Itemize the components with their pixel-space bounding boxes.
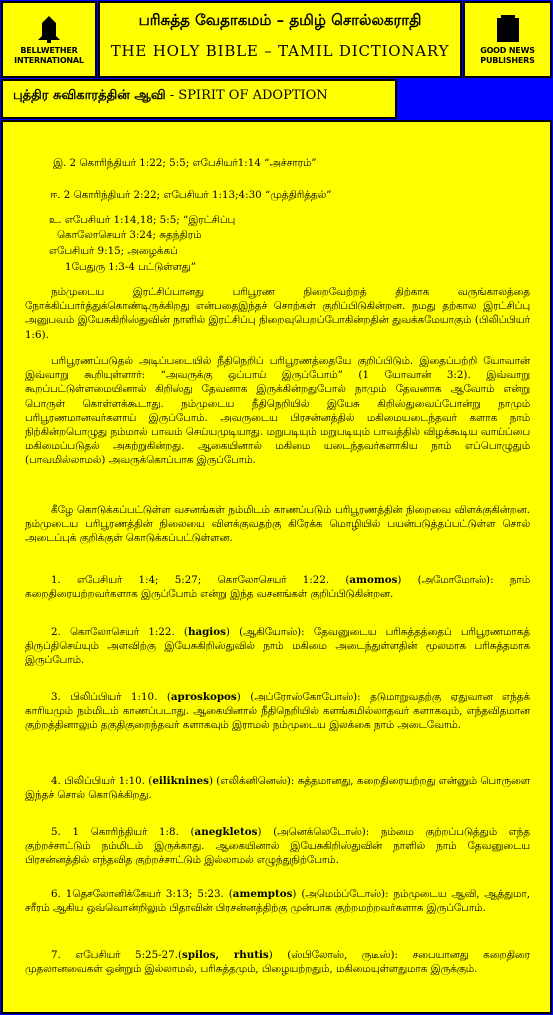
subject-tamil: புத்திர சுவிகாரத்தின் ஆவி (13, 88, 166, 103)
greek-word-1: amomos (349, 574, 398, 586)
subject-box (1, 79, 397, 119)
list-item-1: 1. எபேசியர் 1:4; 5:27; கொலோசெயர் 1:22. (amomos) (அமோமோஸ்): நாம் கறைதிரையற்றவர்களாக இருப்போம் என்று இந்த வசனங்கள் குறிப்பிடுகின்றன. (25, 574, 531, 601)
goodnews-logo-text-1: GOOD NEWS (480, 45, 535, 55)
greek-word-5: anegkletos (194, 826, 258, 838)
list-item-6: 6. 1தெசலோனிக்கேயர் 3:13; 5:23. (amemptos) (அமெம்ப்டோஸ்): நம்முடைய ஆவி, ஆத்துமா, சரீரம் ஆகிய ஒவ்வொன்றிலும் பிதாவின் பிரசன்னத்திற்கு முன்பாக குற்றமற்றவர்களாக இருப்போம். (25, 888, 530, 915)
list-item-4: 4. பிலிப்பியர் 1:10. (eiliknines) (எலிக்னினெஸ்): சுத்தமானது, கறைதிரையற்றது என்னும் பொருளை இந்தச் சொல் கொடுக்கிறது. (25, 775, 531, 802)
goodnews-logo-box (463, 1, 552, 78)
goodnews-logo-icon (495, 14, 521, 44)
ref-line-i: இ. 2 கொரிந்தியர் 1:22; 5:5; எபேசியர்1:14 “அச்சாரம்” (53, 157, 317, 169)
goodnews-logo-text-2: PUBLISHERS (480, 55, 535, 65)
subject-english: - SPIRIT OF ADOPTION (165, 88, 328, 103)
paragraph-3: கீழே கொடுக்கப்பட்டுள்ள வசனங்கள் நம்மிடம் காணப்படும் பரிபூரணத்தின் நிறைவை விளக்குகின்றன. நம்முடைய பரிபூரணத்தின் நிலையை விளக்குவதற்கு கிரேக்க மொழியில் பயன்படுத்தப்பட்டுள்ள சொல் அடைப்புக் குறிக்குள் கொடுக்கப்பட்டுள்ளன. (25, 504, 530, 545)
subject-heading (3, 81, 395, 104)
title-box (98, 1, 462, 78)
greek-word-4: eiliknines (152, 775, 209, 787)
greek-word-6: amemptos (232, 888, 293, 900)
list-item-3: 3. பிலிப்பியர் 1:10. (aproskopos) (அப்ரோஸ்கோபோஸ்): தடுமாறுவதற்கு ஏதுவான எந்தக் காரியமும் நம்மிடம் காணப்படாது. ஆகையினால் நீதிநெறியில் களங்கமில்லாதவர் களாகவும், எந்தவிதமான குற்றத்தினாலும் தகுதிகுறைந்தவர் களாகவும் இராமல் நம்முடைய இலக்கை நாம் அடைவோம். (25, 691, 530, 732)
ref-line-iii-c: எபேசியர் 9:15; அழைக்கப் (49, 245, 178, 257)
greek-word-2: hagios (187, 626, 226, 638)
content-box (1, 120, 552, 1014)
list-item-2: 2. கொலோசெயர் 1:22. (hagios) (ஆகியோஸ்): தேவனுடைய பரிசுத்தத்தைப் பரிபூரணமாகத் திருப்திசெய்யும் அளவிற்கு இயேசுகிறிஸ்துவில் நாம் மகிமை அடைந்துள்ளதின் மூலமாக பரிசுத்தமாக இருப்போம். (25, 626, 530, 667)
ref-line-iii-a: உ. எபேசியர் 1:14,18; 5:5; “இரட்சிப்பு (49, 214, 236, 226)
paragraph-1: நம்முடைய இரட்சிப்பானது பரிபூரண நிறைவேற்றத் திற்காக வருங்காலத்தை நோக்கிப்பார்த்துக்கொண்டிருக்கிறது என்பதைஇந்தச் சொற்கள் குறிப்பிடுகின்றன. நமது தற்கால இரட்சிப்பு அனுபவம் இயேசுகிறிஸ்துவின் நாளில் இரட்சிப்பு நிறைவுபெறப்போகின்றதின் துவக்கமேயாகும் (பிலிப்பியர் 1:6). (25, 286, 530, 341)
list-item-5: 5. 1 கொரிந்தியர் 1:8. (anegkletos) (அனெக்லெடோஸ்): நம்மை குற்றப்படுத்தும் எந்த குற்றச்சாட்டும் நம்மிடம் இருக்காது. ஆகையினால் இயேசுகிறிஸ்துவின் நாளில் நாம் தேவனுடைய பிரசன்னத்தில் எந்தவித குற்றச்சாட்டும் இல்லாமல் எழுந்துநிற்போம். (25, 826, 530, 867)
ref-line-ii: ஈ. 2 கொரிந்தியர் 2:22; எபேசியர் 1:13;4:30 “முத்திரித்தல்” (50, 189, 332, 201)
title-tamil: பரிசுத்த வேதாகமம் – தமிழ் சொல்லகராதி (138, 11, 422, 29)
paragraph-2: பரிபூரணப்படுதல் அடிப்படையில் நீதிநெறிப் பரிபூரணத்தையே குறிப்பிடும். இதைப்பற்றி யோவான் இவ்வாறு கூறியுள்ளார்: “அவருக்கு ஒப்பாய் இருப்போம்” (1 யோவான் 3:2). இவ்வாறு கூறப்பட்டுள்ளமையினால் கிறிஸ்து தேவனாக இருக்கின்றதுபோல் நாமும் தேவனாக ஆவோம் என்று பொருள் கொள்ளக்கூடாது. நம்முடைய நீதிநெறியில் இயேசு கிறிஸ்துவைப்போன்று நாமும் பரிபூரணமானவர்களாய் இருப்போம். அவருடைய பிரசன்னத்தில் மகிமையடைந்தவர் களாக நாம் நிற்கின்றபொழுது நம்மால் பாவம் செய்யமுடியாது. மறுபடியும் மறுபடியும் பாவத்தில் விழக்கூடிய வாய்ப்பை மகிமைப்படுதல் அகற்றுகின்றது. ஆகையினால் மகிமை யடைந்தவர்களாகிய நாம் எப்பொழுதும் (பாவமில்லாமல்) அவருக்கொப்பாக இருப்போம். (25, 355, 530, 467)
bellwether-logo-box (1, 1, 97, 78)
greek-word-7: spilos, rhutis (182, 949, 269, 961)
bellwether-logo-text-1: BELLWETHER (20, 45, 78, 55)
bellwether-logo-text-2: INTERNATIONAL (14, 55, 84, 65)
ref-line-iii-d: 1பேதுரு 1:3-4 பட்டுள்ளது” (65, 261, 196, 273)
greek-word-3: aproskopos (170, 691, 237, 703)
list-item-7: 7. எபேசியர் 5:25-27.(spilos, rhutis) (ஸ்பிலோஸ், ருடீஸ்): சபையானது கறைதிரை முதலானவைகள் ஒன்றும் இல்லாமல், பரிசுத்தமும், பிழையற்றதும், மகிமையுள்ளதுமாக இருக்கும். (25, 949, 530, 976)
bellwether-logo-icon (36, 14, 62, 44)
ref-line-iii-b: கொலோசெயர் 3:24; சுதந்திரம் (57, 229, 202, 241)
title-english: THE HOLY BIBLE – TAMIL DICTIONARY (110, 42, 450, 60)
